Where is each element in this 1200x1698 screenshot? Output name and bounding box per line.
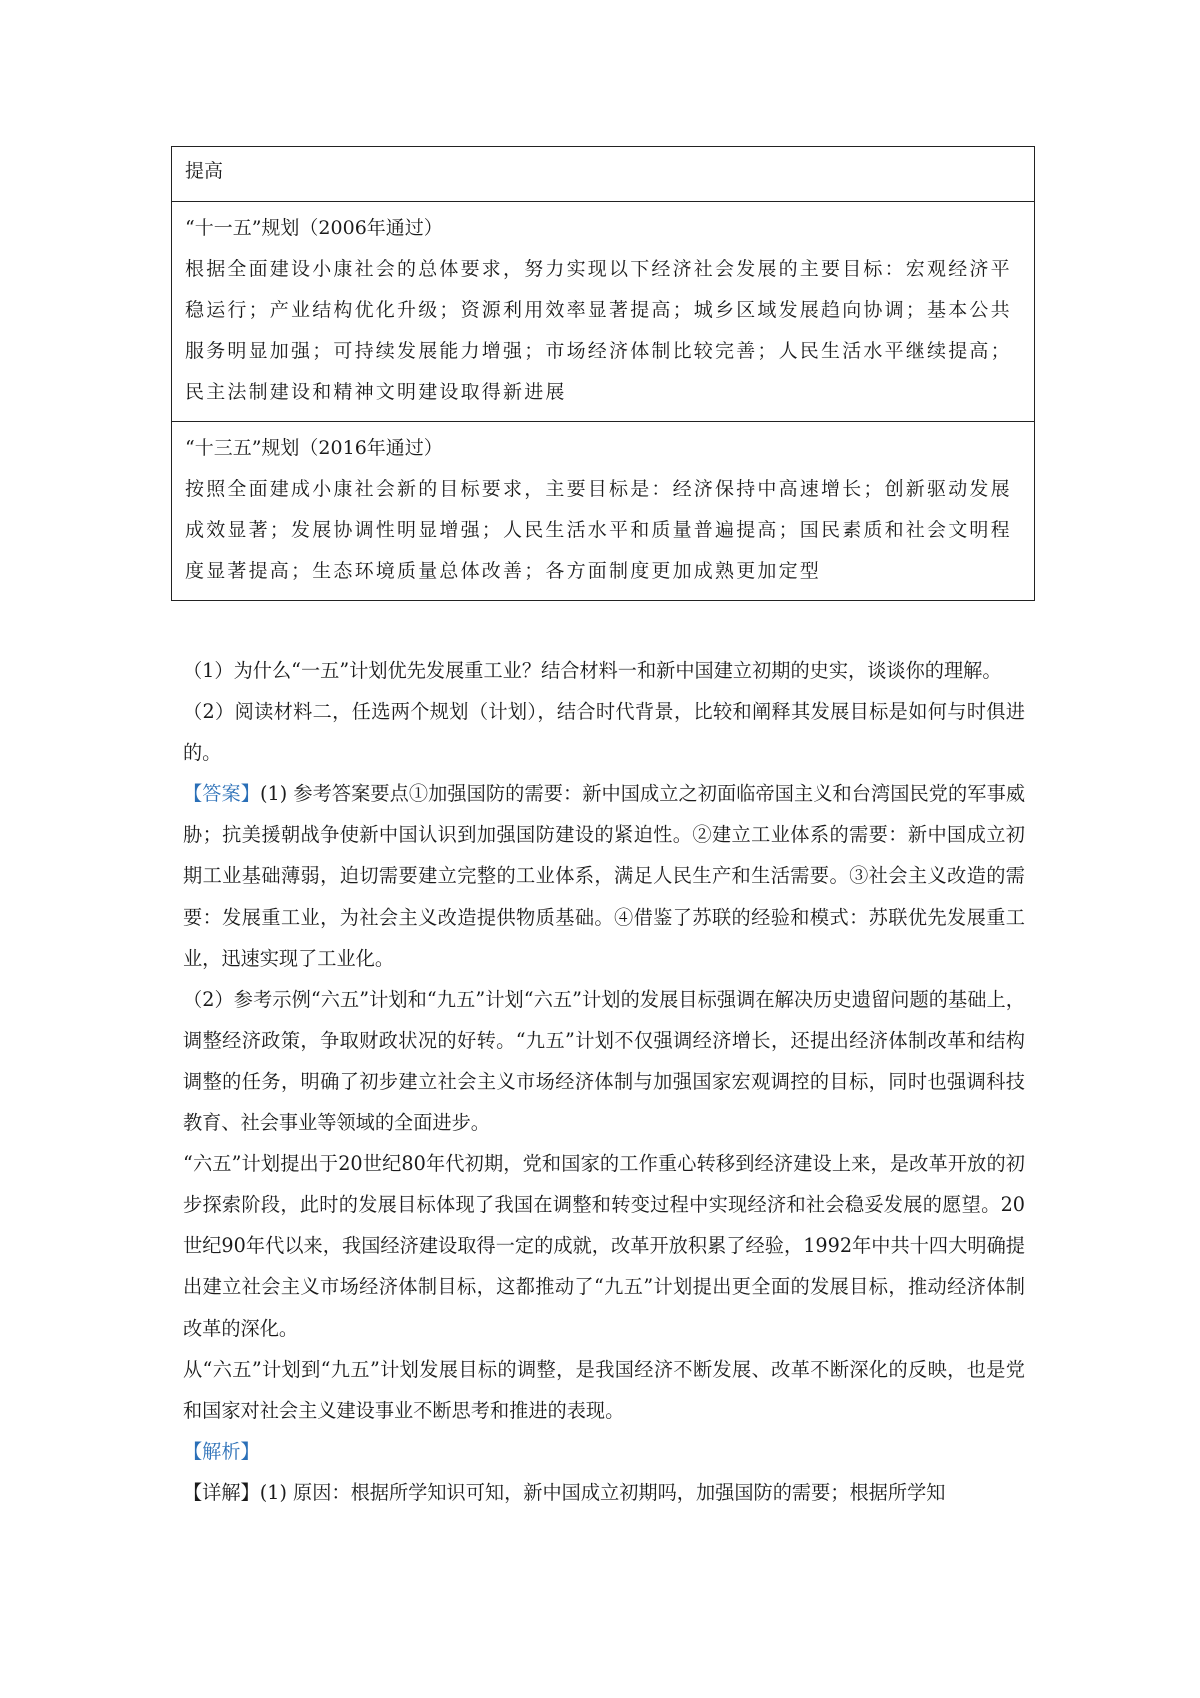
detail-tag: 【详解】 (183, 1480, 260, 1504)
table-cell (172, 147, 1035, 202)
table-cell (172, 422, 1035, 601)
table-row (172, 147, 1035, 202)
table-cell (172, 202, 1035, 422)
question-1: （1）为什么“一五”计划优先发展重工业？结合材料一和新中国建立初期的史实，谈谈你的理解。 (183, 659, 1002, 682)
answer-tag: 【答案】 (183, 782, 261, 806)
table-row (172, 202, 1035, 422)
table-cell-text: 提高 (185, 160, 224, 182)
plan-table (171, 146, 1035, 601)
answer-paragraph-1 (183, 773, 1025, 978)
table-row (172, 422, 1035, 601)
answer-paragraph-4: 从“六五”计划到“九五”计划发展目标的调整，是我国经济不断发展、改革不断深化的反映，也是党和国家对社会主义建设事业不断思考和推进的表现。 (183, 1357, 1025, 1422)
detail-paragraph (183, 1472, 1025, 1513)
plan-body-11th: 根据全面建设小康社会的总体要求，努力实现以下经济社会发展的主要目标：宏观经济平稳运行；产业结构优化升级；资源利用效率显著提高；城乡区域发展趋向协调；基本公共服务明显加强；可持续发展能力增强；市场经济体制比较完善；人民生活水平继续提高；民主法制建设和精神文明建设取得新进展 (185, 258, 1012, 403)
answer-part-1: (1) 参考答案要点①加强国防的需要：新中国成立之初面临帝国主义和台湾国民党的军事威胁；抗美援朝战争使新中国认识到加强国防建设的紧迫性。②建立工业体系的需要：新中国成立初期工业基础薄弱，迫切需要建立完整的工业体系，满足人民生产和生活需要。③社会主义改造的需要：发展重工业，为社会主义改造提供物质基础。④借鉴了苏联的经验和模式：苏联优先发展重工业，迅速实现了工业化。 (183, 782, 1026, 970)
answer-paragraph-3: “六五”计划提出于20世纪80年代初期，党和国家的工作重心转移到经济建设上来，是改革开放的初步探索阶段，此时的发展目标体现了我国在调整和转变过程中实现经济和社会稳妥发展的愿望。20世纪90年代以来，我国经济建设取得一定的成就，改革开放积累了经验，1992年中共十四大明确提出建立社会主义市场经济体制目标，这都推动了“九五”计划提出更全面的发展目标，推动经济体制改革的深化。 (183, 1152, 1025, 1340)
plan-title-13th: “十三五”规划（2016年通过） (185, 437, 443, 459)
analysis-heading (183, 1431, 1025, 1472)
plan-title-11th: “十一五”规划（2006年通过） (185, 217, 443, 239)
analysis-tag: 【解析】 (183, 1439, 260, 1463)
plan-body-13th: 按照全面建成小康社会新的目标要求，主要目标是：经济保持中高速增长；创新驱动发展成效显著；发展协调性明显增强；人民生活水平和质量普遍提高；国民素质和社会文明程度显著提高；生态环境质量总体改善；各方面制度更加成熟更加定型 (185, 478, 1012, 582)
document-body (183, 650, 1025, 1513)
answer-paragraph-2: （2）参考示例“六五”计划和“九五”计划“六五”计划的发展目标强调在解决历史遗留问题的基础上，调整经济政策，争取财政状况的好转。“九五”计划不仅强调经济增长，还提出经济体制改革和结构调整的任务，明确了初步建立社会主义市场经济体制与加强国家宏观调控的目标，同时也强调科技教育、社会事业等领域的全面进步。 (183, 987, 1025, 1135)
question-2: （2）阅读材料二，任选两个规划（计划），结合时代背景，比较和阐释其发展目标是如何与时俱进的。 (183, 700, 1025, 765)
detail-text: (1) 原因：根据所学知识可知，新中国成立初期吗，加强国防的需要；根据所学知 (259, 1480, 946, 1504)
